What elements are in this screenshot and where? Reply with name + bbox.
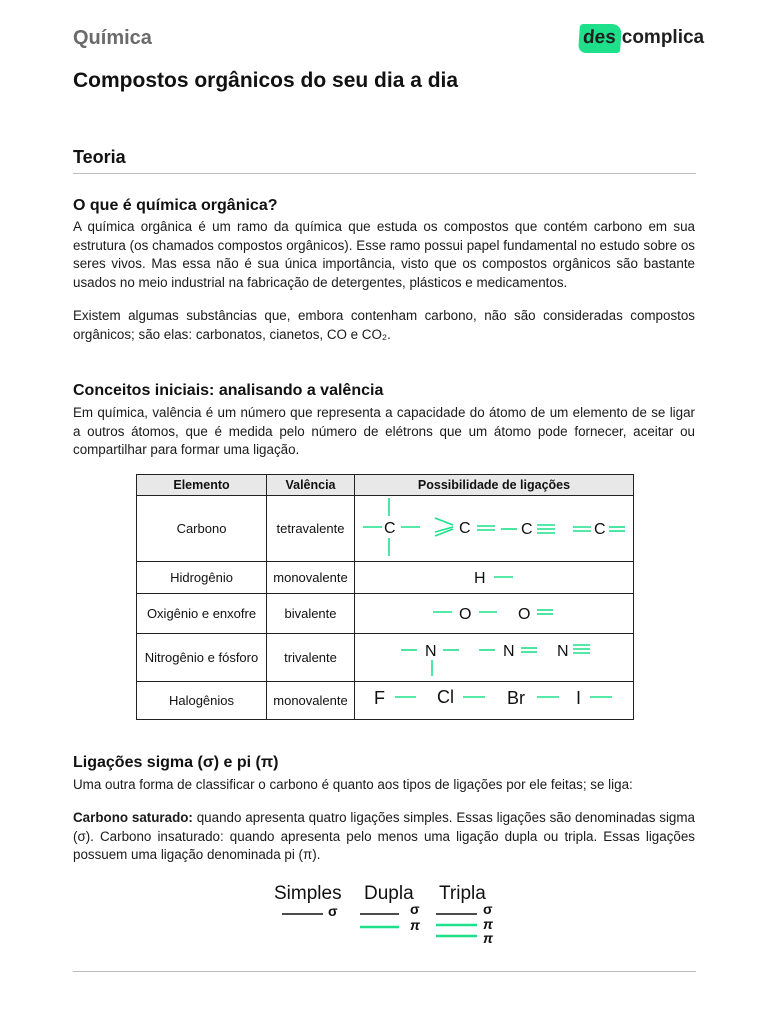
logo-text: complica: [621, 27, 705, 48]
nitrogen-symbol: N: [425, 643, 437, 660]
table-row: [137, 682, 634, 720]
logo-badge: des: [578, 24, 622, 53]
subject-label: Química: [73, 27, 152, 49]
valence-cell: trivalente: [267, 634, 355, 682]
chlorine-symbol: Cl: [437, 687, 454, 707]
halogen-bonds-diagram: [355, 682, 633, 716]
nitrogen-bonds-diagram: [355, 634, 633, 678]
table-header-row: [137, 475, 634, 496]
fluorine-symbol: F: [374, 688, 385, 708]
valence-cell: tetravalente: [267, 496, 355, 562]
valence-heading: Conceitos iniciais: analisando a valência: [73, 382, 384, 399]
saturated-term: Carbono saturado:: [73, 810, 193, 825]
section-title: Teoria: [73, 147, 126, 167]
footer-divider: [73, 971, 696, 972]
carbon-bonds-diagram: [355, 496, 633, 558]
element-cell: Nitrogênio e fósforo: [137, 634, 267, 682]
bonds-cell: [355, 594, 634, 634]
page-title: Compostos orgânicos do seu dia a dia: [73, 69, 459, 92]
intro-paragraph: A química orgânica é um ramo da química que estuda os compostos que contém carbono em sua estrutura (os chamados compostos orgânicos). Esse ramo possui papel fundamental no estudo sobre os seres vivos. Mas essa não é sua única importância, visto que os compostos orgânicos são bastante usados no meio industrial na fabricação de detergentes, plásticos e medicamentos.: [73, 219, 695, 290]
saturation-text: quando apresenta quatro ligações simples. Essas ligações são denominadas sigma (σ). Carbono insaturado: quando apresenta pelo menos uma ligação dupla ou tripla. Essas ligações possuem uma ligação denominada pi (π).: [73, 810, 695, 862]
valence-cell: bivalente: [267, 594, 355, 634]
valence-cell: monovalente: [267, 562, 355, 594]
table-row: [137, 594, 634, 634]
nitrogen-symbol: N: [503, 643, 515, 660]
iodine-symbol: I: [576, 688, 582, 708]
descomplica-logo: [579, 24, 704, 56]
element-cell: Halogênios: [137, 682, 267, 720]
bonds-intro-paragraph: Uma outra forma de classificar o carbono é quanto aos tipos de ligações por ele feitas; se liga:: [73, 777, 633, 792]
element-cell: Oxigênio e enxofre: [137, 594, 267, 634]
valence-cell: monovalente: [267, 682, 355, 720]
column-header: Valência: [267, 475, 355, 496]
bonds-cell: [355, 496, 634, 562]
sigma-symbol: σ: [328, 903, 338, 919]
section-divider: [73, 173, 696, 174]
valence-table: [136, 474, 634, 720]
pi-symbol: π: [410, 917, 420, 933]
hydrogen-symbol: H: [474, 570, 486, 587]
dupla-label: Dupla: [364, 883, 414, 904]
bonds-cell: [355, 634, 634, 682]
sigma-pi-diagram: [270, 876, 510, 948]
valence-paragraph: Em química, valência é um número que representa a capacidade do átomo de um elemento de se ligar a outros átomos, que é medida pelo número de elétrons que um átomo pode fornecer, aceitar ou compartilhar para formar uma ligação.: [73, 405, 695, 457]
hydrogen-bonds-diagram: [355, 562, 633, 590]
carbon-symbol: C: [384, 520, 396, 537]
column-header: Possibilidade de ligações: [355, 475, 634, 496]
oxygen-symbol: O: [459, 606, 472, 623]
pi-symbol: π: [483, 916, 493, 932]
saturation-paragraph: [73, 809, 695, 865]
carbon-symbol: C: [521, 521, 533, 538]
tripla-label: Tripla: [439, 883, 486, 904]
sigma-symbol: σ: [483, 901, 493, 917]
sigma-symbol: σ: [410, 901, 420, 917]
element-cell: Carbono: [137, 496, 267, 562]
table-row: [137, 496, 634, 562]
carbon-symbol: C: [594, 521, 606, 538]
simples-label: Simples: [274, 883, 342, 904]
table-row: [137, 634, 634, 682]
pi-symbol: π: [483, 930, 493, 946]
bonds-cell: [355, 682, 634, 720]
element-cell: Hidrogênio: [137, 562, 267, 594]
oxygen-bonds-diagram: [355, 594, 633, 630]
bonds-cell: [355, 562, 634, 594]
oxygen-symbol: O: [518, 606, 531, 623]
question-heading: O que é química orgânica?: [73, 197, 278, 214]
exceptions-paragraph: Existem algumas substâncias que, embora contenham carbono, não são consideradas compostos orgânicos; são elas: carbonatos, cianetos, CO e CO₂.: [73, 308, 695, 342]
bromine-symbol: Br: [507, 688, 525, 708]
table-row: [137, 562, 634, 594]
nitrogen-symbol: N: [557, 643, 569, 660]
carbon-symbol: C: [459, 520, 471, 537]
bonds-heading: Ligações sigma (σ) e pi (π): [73, 754, 279, 771]
column-header: Elemento: [137, 475, 267, 496]
